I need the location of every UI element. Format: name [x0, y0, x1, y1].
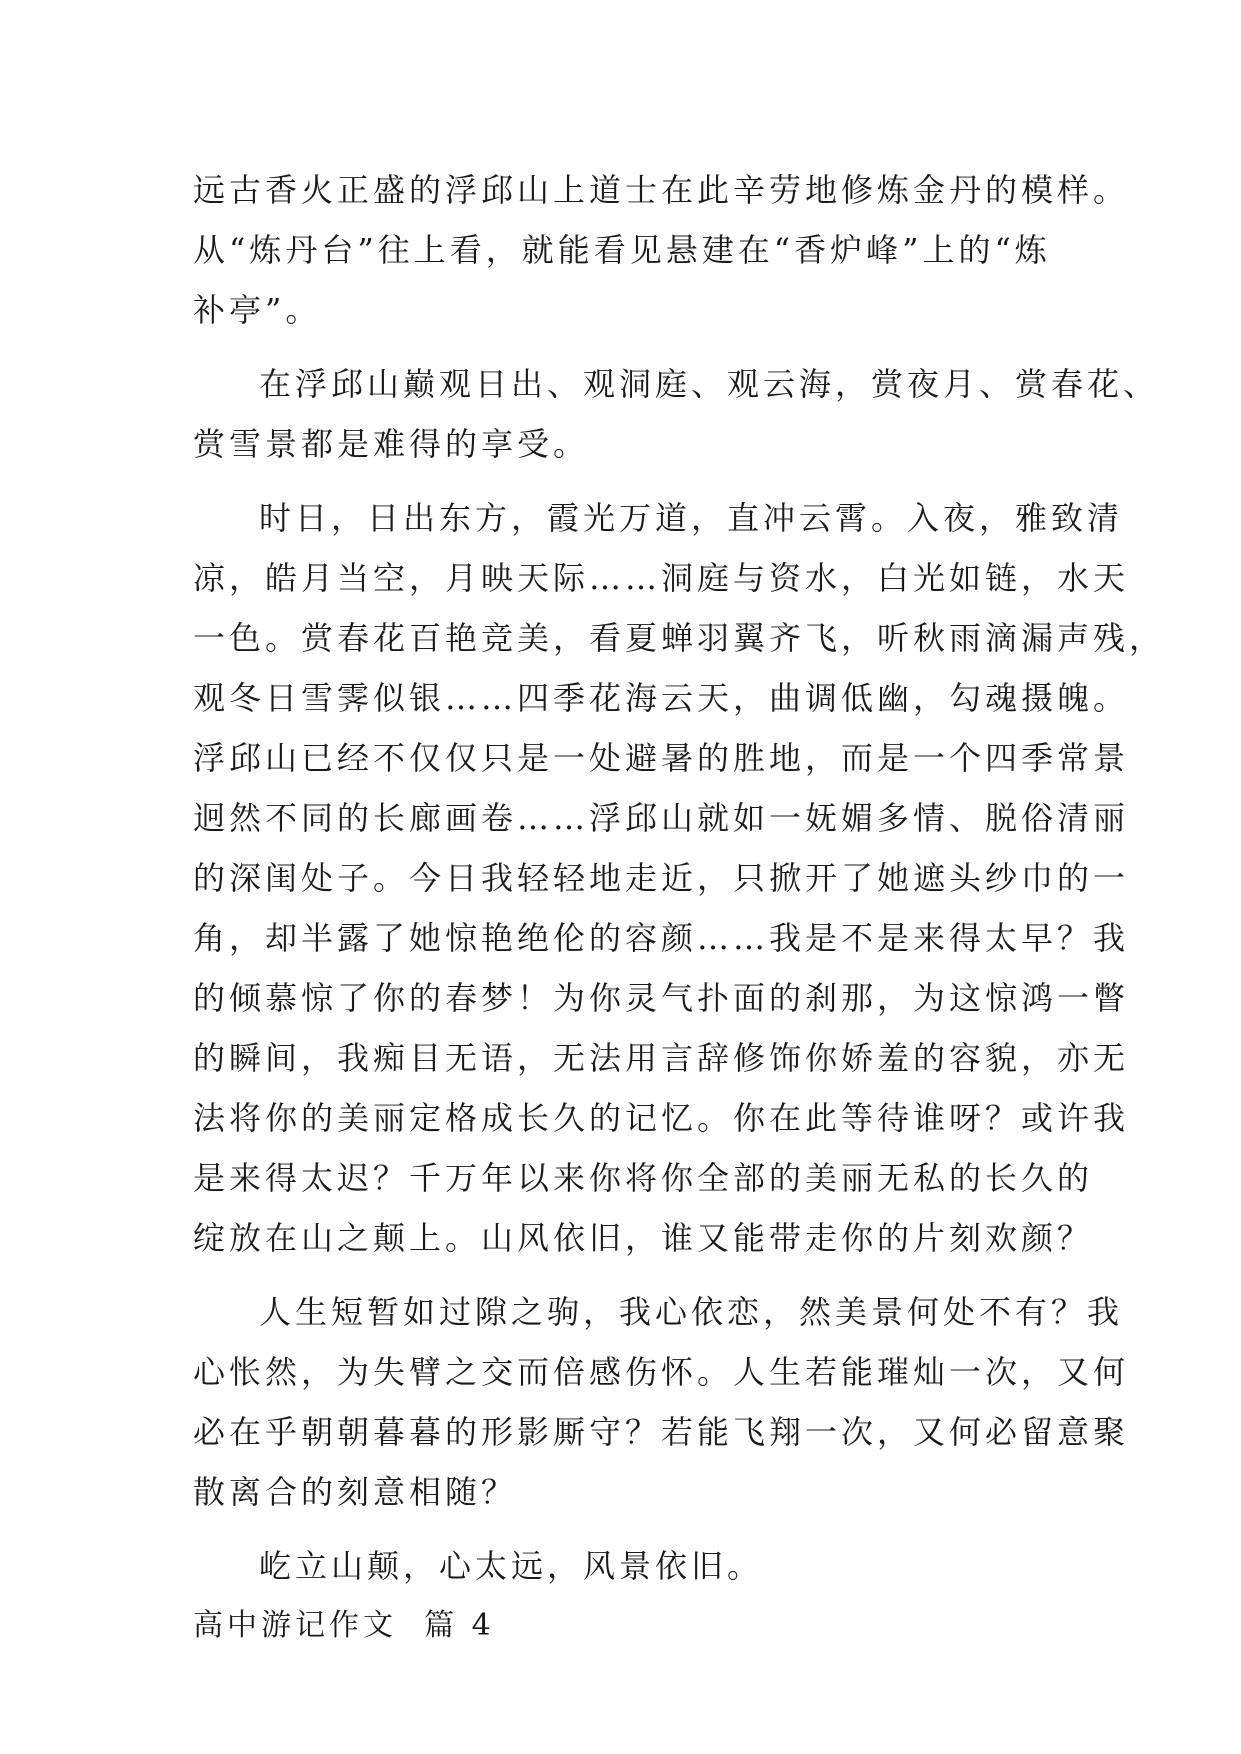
document-page	[193, 160, 1166, 1656]
text-line: 心怅然，为失臂之交而倍感伤怀。人生若能璀灿一次，又何	[193, 1353, 1130, 1391]
text-line: 浮邱山已经不仅仅只是一处避暑的胜地，而是一个四季常景	[193, 739, 1130, 777]
paragraph-gap	[193, 340, 1063, 354]
text-line: 一色。赏春花百艳竞美，看夏蝉羽翼齐飞，听秋雨滴漏声残，	[193, 619, 1166, 657]
text-line: 在浮邱山巅观日出、观洞庭、观云海，赏夜月、赏春花、	[259, 365, 1160, 403]
text-line: 远古香火正盛的浮邱山上道士在此辛劳地修炼金丹的模样。	[193, 171, 1130, 209]
paragraph-1	[193, 160, 1130, 340]
section-heading: 高中游记作文 篇 4	[193, 1608, 495, 1643]
text-line: 从“炼丹台”往上看，就能看见悬建在“香炉峰”上的“炼	[193, 231, 1051, 269]
text-line: 时日，日出东方，霞光万道，直冲云霄。入夜，雅致清	[259, 499, 1124, 537]
text-line: 的深闺处子。今日我轻轻地走近，只掀开了她遮头纱巾的一	[193, 859, 1130, 897]
paragraph-4	[193, 1282, 1130, 1522]
text-line: 赏雪景都是难得的享受。	[193, 425, 590, 463]
paragraph-gap	[193, 474, 1063, 488]
text-line: 绽放在山之颠上。山风依旧，谁又能带走你的片刻欢颜？	[193, 1219, 1094, 1257]
text-line: 观冬日雪霁似银……四季花海云天，曲调低幽，勾魂摄魄。	[193, 679, 1130, 717]
text-line: 人生短暂如过隙之驹，我心依恋，然美景何处不有？我	[259, 1293, 1124, 1331]
text-line: 的倾慕惊了你的春梦！为你灵气扑面的刹那，为这惊鸿一瞥	[193, 979, 1130, 1017]
text-line: 法将你的美丽定格成长久的记忆。你在此等待谁呀？或许我	[193, 1099, 1130, 1137]
text-line: 角，却半露了她惊艳绝伦的容颜……我是不是来得太早？我	[193, 919, 1130, 957]
text-line: 凉，皓月当空，月映天际……洞庭与资水，白光如链，水天	[193, 559, 1130, 597]
paragraph-gap	[193, 1522, 1063, 1536]
text-line: 迥然不同的长廊画卷……浮邱山就如一妩媚多情、脱俗清丽	[193, 799, 1130, 837]
paragraph-gap	[193, 1268, 1063, 1282]
paragraph-5	[193, 1536, 1063, 1596]
text-line: 必在乎朝朝暮暮的形影厮守？若能飞翔一次，又何必留意聚	[193, 1413, 1130, 1451]
text-line: 是来得太迟？千万年以来你将你全部的美丽无私的长久的	[193, 1159, 1094, 1197]
paragraph-3	[193, 488, 1166, 1268]
text-line: 补亭”。	[193, 291, 322, 329]
text-line: 散离合的刻意相随？	[193, 1473, 518, 1511]
text-line: 屹立山颠，心太远，风景依旧。	[259, 1547, 764, 1585]
text-line: 的瞬间，我痴目无语，无法用言辞修饰你娇羞的容貌，亦无	[193, 1039, 1130, 1077]
paragraph-2	[193, 354, 1160, 474]
